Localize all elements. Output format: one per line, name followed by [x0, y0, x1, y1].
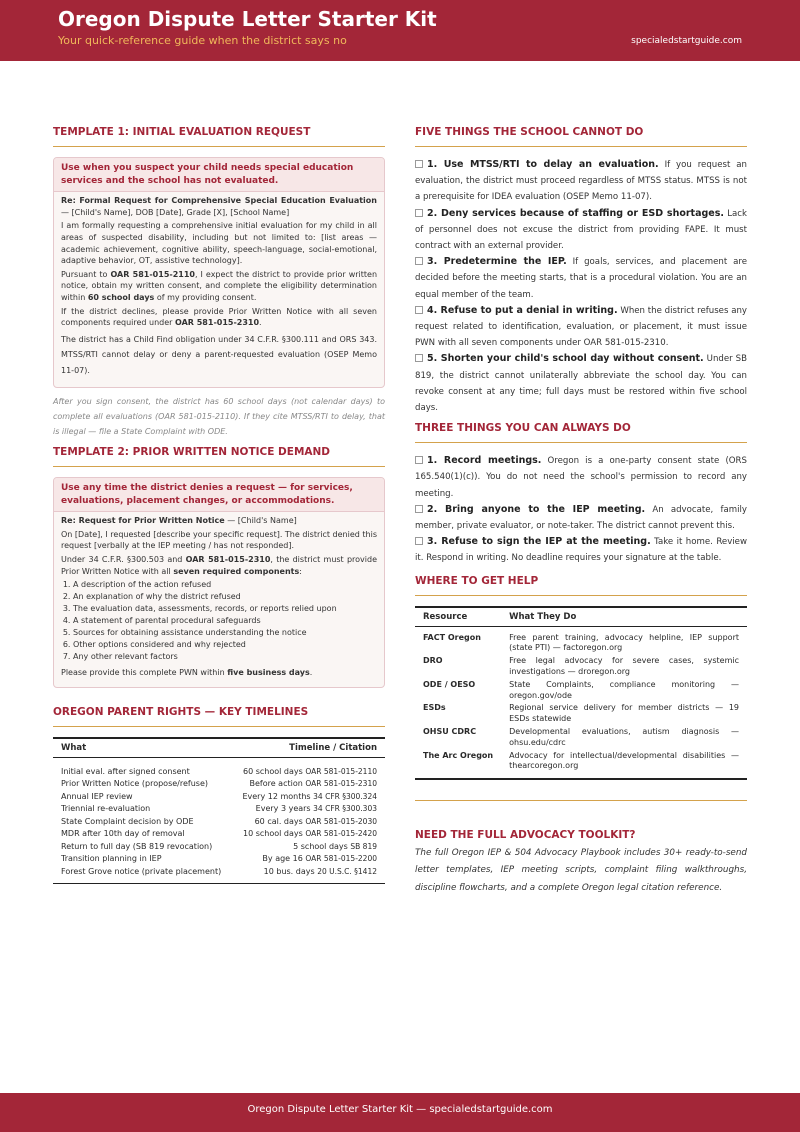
template2-title: TEMPLATE 2: PRIOR WRITTEN NOTICE DEMAND	[53, 446, 385, 467]
template1-title: TEMPLATE 1: INITIAL EVALUATION REQUEST	[53, 126, 385, 147]
timeline-value: Before action	[249, 779, 303, 789]
timeline-deadline	[232, 816, 385, 829]
table-row	[415, 702, 747, 726]
template1-paragraph-2	[61, 269, 377, 304]
page-title: Oregon Dispute Letter Starter Kit	[58, 7, 437, 31]
table-row	[53, 828, 385, 841]
timeline-what: Transition planning in IEP	[61, 854, 162, 864]
timeline-citation: OAR 581-015-2110	[305, 766, 377, 776]
citation: OAR 581-015-2110	[110, 269, 195, 279]
table-row	[53, 866, 385, 884]
template2-re-label: Re: Request for Prior Written Notice	[61, 516, 225, 526]
template1-paragraph-4: The district has a Child Find obligation under 34 C.F.R. §300.111 and ORS 343. MTSS/RTI cannot delay or deny a parent-requested evaluation (OSEP Memo 11-07).	[61, 334, 377, 375]
item-heading: 2. Deny services because of staffing or ESD shortages.	[427, 207, 724, 219]
template2-box-head: Use any time the district denies a request — for services, evaluations, placement changes, or accommodations.	[54, 478, 384, 512]
can-list	[415, 453, 747, 566]
resource-description: State Complaints, compliance monitoring — oregon.gov/ode	[509, 679, 739, 700]
timeline-value: 60 school days	[243, 766, 303, 776]
cannot-title: FIVE THINGS THE SCHOOL CANNOT DO	[415, 126, 747, 147]
table-header-row	[415, 607, 747, 627]
timeline-what: Initial eval. after signed consent	[61, 766, 190, 776]
item-text: Under SB 819, the district cannot unilaterally abbreviate the school day. You can revoke consent at any time; full days must be restored within five school days.	[415, 354, 747, 414]
checkbox-icon[interactable]	[415, 537, 423, 545]
item-heading: 3. Predetermine the IEP.	[427, 256, 567, 268]
text: .	[259, 318, 262, 328]
timeline-what: State Complaint decision by ODE	[61, 816, 194, 826]
checkbox-icon[interactable]	[415, 306, 423, 314]
text: Under 34 C.F.R. §300.503 and	[61, 555, 186, 565]
checklist-item	[415, 254, 747, 303]
timelines-body	[53, 757, 385, 884]
cta-text: The full Oregon IEP & 504 Advocacy Playbook includes 30+ ready-to-send letter templates, IEP meeting scripts, complaint filing walkthroughs, discipline flowcharts, and a complete Oregon legal citation reference.	[415, 848, 747, 893]
template1-paragraph-1: I am formally requesting a comprehensive initial evaluation for my child in all areas of suspected disability, including but not limited to: [list areas — academic achievement, cognitive ability, speech-language, social-emotional, adaptive behavior, OT, assistive technology].	[61, 221, 377, 266]
checklist-item	[415, 534, 747, 566]
timeline-citation: OAR 581-015-2420	[305, 829, 377, 839]
timeline-citation: OAR 581-015-2200	[305, 854, 377, 864]
checklist-item	[415, 157, 747, 206]
item-text: If you request an evaluation, the district must proceed regardless of MTSS status. MTSS is not a prerequisite for IDEA evaluation (OSEP Memo 11-07).	[415, 160, 747, 203]
table-row	[53, 816, 385, 829]
timeline-citation: OAR 581-015-2030	[305, 816, 377, 826]
timeline-what: Annual IEP review	[61, 791, 133, 801]
timeline-deadline	[232, 841, 385, 854]
page-header	[0, 0, 800, 61]
table-row	[415, 750, 747, 780]
timeline-value: Every 3 years	[255, 804, 311, 814]
timeline-what: Return to full day (SB 819 revocation)	[61, 841, 213, 851]
cannot-list	[415, 157, 747, 416]
list-item: 6. Other options considered and why rejected	[73, 639, 377, 651]
table-row	[53, 841, 385, 854]
text: , I expect the district to provide prior written notice, obtain my written consent, and complete the eligibility determination within	[61, 269, 378, 302]
checkbox-icon[interactable]	[415, 505, 423, 513]
text: .	[309, 668, 313, 678]
timeline-deadline	[232, 778, 385, 791]
template2-letter	[54, 512, 384, 687]
item-text: If goals, services, and placement are decided before the meeting starts, that is a procedural violation. You are an equal member of the team.	[415, 257, 748, 300]
timeline-value: 10 school days	[243, 829, 303, 839]
item-text: Take it home. Review it. Respond in writing. No deadline requires your signature at the table.	[415, 537, 747, 564]
item-heading: 3. Refuse to sign the IEP at the meeting.	[427, 536, 651, 548]
timeline-value: 5 school days	[293, 841, 348, 851]
resource-name: DRO	[423, 656, 443, 666]
timeline-what: Prior Written Notice (propose/refuse)	[61, 779, 208, 789]
template2-paragraph-1: On [Date], I requested [describe your specific request]. The district denied this request [verbally at the IEP meeting / has not responded].	[61, 529, 377, 551]
timeline-what: Triennial re-evaluation	[61, 804, 151, 814]
cta-title: NEED THE FULL ADVOCACY TOOLKIT?	[415, 829, 636, 842]
checklist-item	[415, 453, 747, 502]
table-row	[53, 791, 385, 804]
resource-description: Free parent training, advocacy helpline, IEP support (state PTI) — factoregon.org	[509, 632, 739, 653]
template2-box	[53, 477, 385, 688]
template1-note: After you sign consent, the district has 60 school days (not calendar days) to complete all evaluations (OAR 581-015-2110). If they cite MTSS/RTI to delay, that is illegal — file a State Complaint with ODE.	[53, 396, 385, 436]
timelines-table	[53, 737, 385, 885]
item-heading: 4. Refuse to put a denial in writing.	[427, 304, 618, 316]
help-body	[415, 626, 747, 779]
checkbox-icon[interactable]	[415, 209, 423, 217]
resource-description: Regional service delivery for member districts — 19 ESDs statewide	[509, 703, 739, 724]
item-heading: 1. Use MTSS/RTI to delay an evaluation.	[427, 159, 659, 170]
template1-letter	[54, 192, 384, 386]
resource-description: Developmental evaluations, autism diagnosis — ohsu.edu/cdrc	[509, 727, 739, 747]
timeline-what: Forest Grove notice (private placement)	[53, 866, 232, 884]
text: of my providing consent.	[154, 292, 257, 302]
timeline-deadline	[232, 828, 385, 841]
timeline-deadline	[232, 757, 385, 778]
table-row	[415, 655, 747, 679]
checkbox-icon[interactable]	[415, 354, 423, 362]
site-link[interactable]: specialedstartguide.com	[631, 36, 742, 46]
checkbox-icon[interactable]	[415, 257, 423, 265]
citation: OAR 581-015-2310	[175, 318, 260, 328]
emphasis: seven required components	[173, 566, 300, 576]
column-header: What	[53, 738, 232, 758]
page-subtitle: Your quick-reference guide when the district says no	[58, 34, 347, 47]
list-item: 1. A description of the action refused	[73, 579, 377, 591]
table-row	[53, 853, 385, 866]
text: :	[299, 566, 302, 576]
list-item: 3. The evaluation data, assessments, records, or reports relied upon	[73, 603, 377, 615]
list-item: 5. Sources for obtaining assistance understanding the notice	[73, 627, 377, 639]
item-text: Oregon is a one-party consent state (ORS 165.540(1)(c)). You do not need the school's permission to record any meeting.	[415, 456, 747, 499]
table-row	[415, 626, 747, 655]
pwn-components-list	[61, 579, 377, 663]
checklist-item	[415, 351, 747, 416]
checkbox-icon[interactable]	[415, 456, 423, 464]
timeline-deadline	[232, 803, 385, 816]
item-text: Lack of personnel does not excuse the district from providing FAPE. It must contract with an external provider.	[415, 208, 747, 252]
template2-re-line	[61, 515, 377, 527]
list-item: 2. An explanation of why the district refused	[73, 591, 377, 603]
template1-paragraph-3	[61, 306, 377, 329]
timeline-citation: 34 CFR §300.324	[313, 791, 377, 801]
column-header: What They Do	[501, 607, 747, 627]
table-header-row	[53, 738, 385, 758]
page-footer: Oregon Dispute Letter Starter Kit — specialedstartguide.com	[0, 1093, 800, 1132]
checklist-item	[415, 206, 747, 255]
item-heading: 1. Record meetings.	[427, 455, 542, 467]
citation: OAR 581-015-2310	[185, 555, 271, 565]
timeline-what: MDR after 10th day of removal	[61, 829, 185, 839]
column-header: Timeline / Citation	[232, 738, 385, 758]
template1-box	[53, 157, 385, 388]
table-row	[53, 803, 385, 816]
template1-re-label: Re: Formal Request for Comprehensive Special Education Evaluation	[61, 196, 377, 206]
timeline-value: 10 bus. days	[263, 866, 315, 876]
table-row	[53, 757, 385, 778]
list-item: 7. Any other relevant factors	[73, 651, 377, 663]
timeline-citation: 20 U.S.C. §1412	[317, 866, 377, 876]
list-item: 4. A statement of parental procedural safeguards	[73, 615, 377, 627]
checklist-item	[415, 502, 747, 534]
help-title: WHERE TO GET HELP	[415, 575, 747, 596]
text: , the district must provide Prior Written Notice with all	[61, 555, 377, 576]
timeline-value: Every 12 months	[242, 791, 311, 801]
template2-paragraph-2	[61, 554, 377, 577]
checkbox-icon[interactable]	[415, 160, 423, 168]
item-text: An advocate, family member, private evaluator, or note-taker. The district cannot prevent this.	[415, 504, 747, 532]
text: Please provide this complete PWN within	[61, 668, 228, 678]
divider	[415, 800, 747, 801]
timelines-title: OREGON PARENT RIGHTS — KEY TIMELINES	[53, 706, 385, 727]
deadline: 60 school days	[87, 292, 155, 302]
timeline-deadline	[232, 866, 385, 884]
template1-re-rest: — [Child's Name], DOB [Date], Grade [X], [School Name]	[61, 207, 290, 217]
can-title: THREE THINGS YOU CAN ALWAYS DO	[415, 422, 747, 443]
right-column	[415, 126, 747, 897]
item-heading: 5. Shorten your child's school day without consent.	[427, 353, 704, 365]
text: Pursuant to	[61, 269, 111, 279]
deadline: five business days	[227, 668, 310, 678]
template1-re-line	[61, 195, 377, 218]
resource-description: Free legal advocacy for severe cases, systemic investigations — droregon.org	[509, 656, 739, 677]
timeline-value: 60 cal. days	[254, 816, 303, 826]
timeline-deadline	[232, 791, 385, 804]
timeline-deadline	[232, 853, 385, 866]
text: If the district declines, please provide Prior Written Notice with all seven components required under	[61, 306, 377, 328]
timeline-citation: OAR 581-015-2310	[305, 779, 377, 789]
resource-name: ESDs	[423, 703, 446, 713]
table-row	[415, 679, 747, 703]
resource-name: ODE / OESO	[423, 679, 476, 689]
help-table	[415, 606, 747, 781]
timeline-citation: SB 819	[350, 841, 377, 851]
item-text: When the district refuses any request related to identification, evaluation, or placement, it must issue PWN with all seven components under OAR 581-015-2310.	[415, 305, 748, 349]
item-heading: 2. Bring anyone to the IEP meeting.	[427, 503, 646, 515]
timeline-citation: 34 CFR §300.303	[313, 804, 377, 814]
table-row	[53, 778, 385, 791]
resource-name: FACT Oregon	[423, 632, 481, 642]
resource-description: Advocacy for intellectual/developmental disabilities — thearcoregon.org	[501, 750, 747, 780]
template2-paragraph-3	[61, 667, 377, 679]
resource-name: The Arc Oregon	[415, 750, 501, 780]
table-row	[415, 726, 747, 750]
timeline-value: By age 16	[262, 854, 303, 864]
checklist-item	[415, 303, 747, 352]
resource-name: OHSU CDRC	[423, 727, 477, 737]
template2-re-rest: — [Child's Name]	[224, 516, 297, 526]
left-column	[53, 126, 385, 884]
column-header: Resource	[415, 607, 501, 627]
template1-box-head: Use when you suspect your child needs special education services and the school has not evaluated.	[54, 158, 384, 192]
